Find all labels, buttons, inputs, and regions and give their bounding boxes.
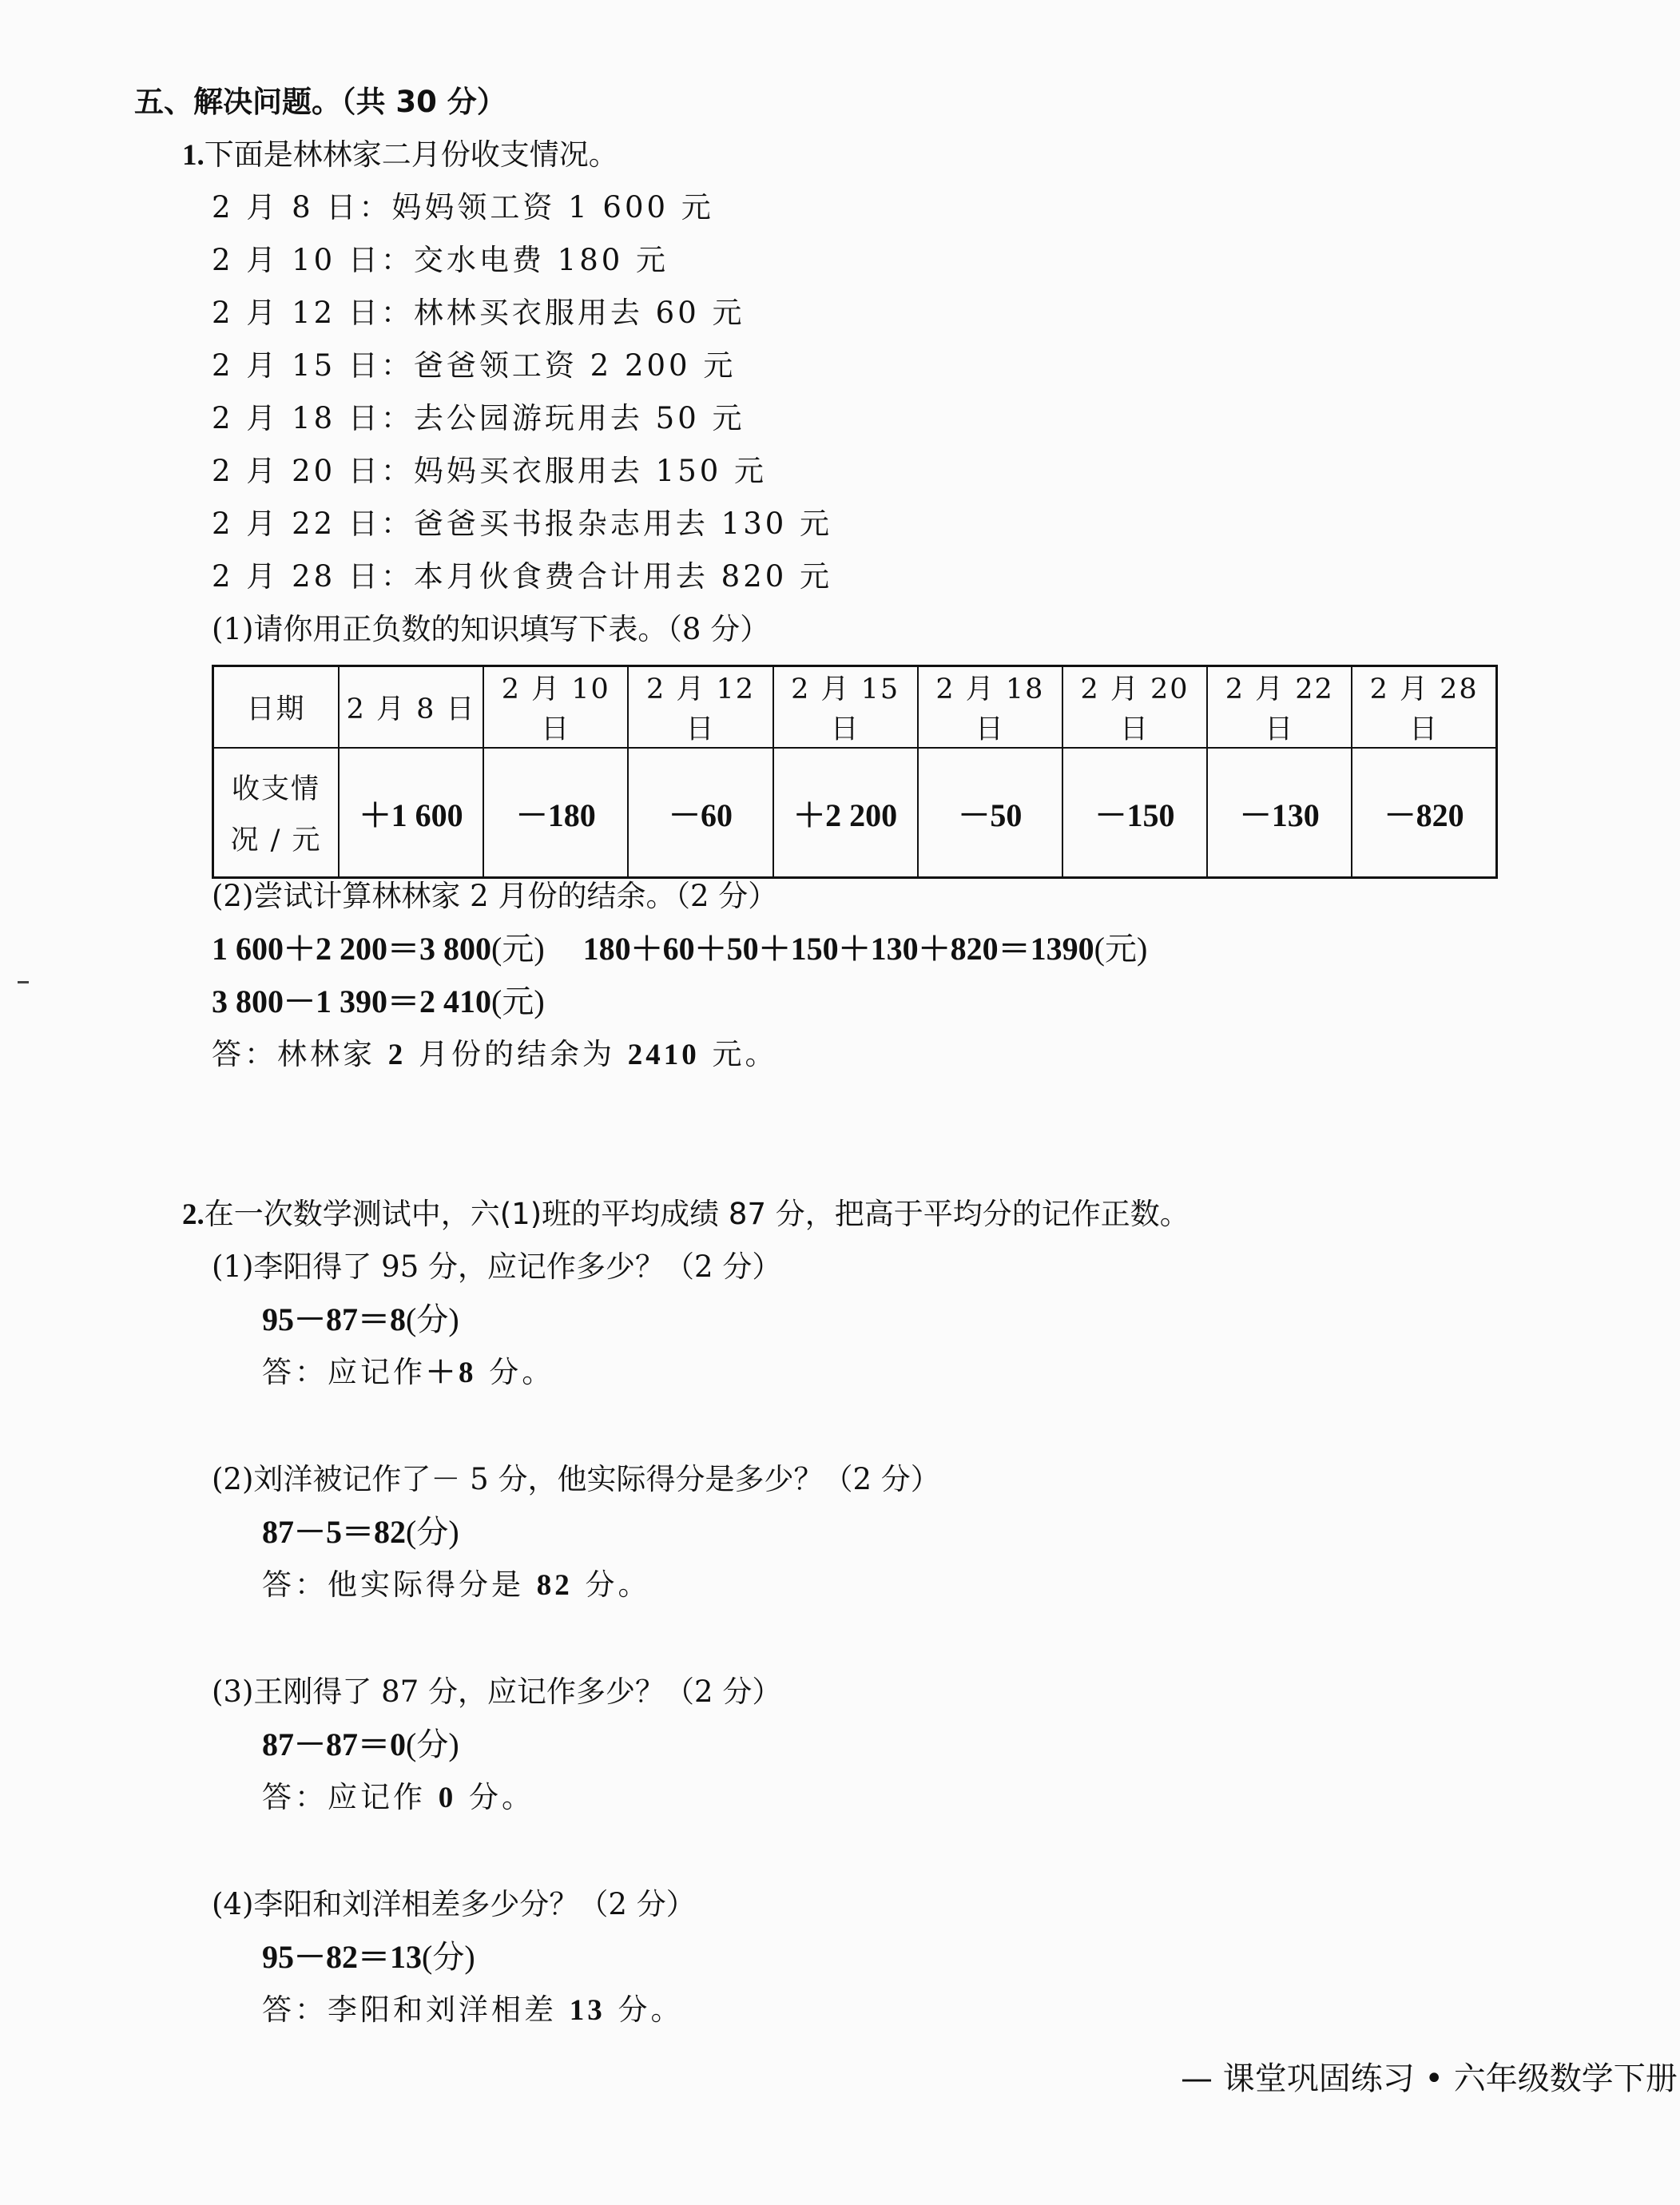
record-line: 2 月 22 日：爸爸买书报杂志用去 130 元	[212, 507, 833, 541]
calculation: 95－82＝13	[262, 1939, 422, 1975]
answer-text: 答：应记作	[262, 1780, 439, 1814]
calculation: 1 600＋2 200＝3 800	[212, 931, 491, 967]
calculation-line	[212, 930, 1147, 968]
value-header	[213, 748, 340, 878]
question-1	[182, 136, 618, 175]
answer-text: 分。	[605, 1992, 684, 2027]
margin-mark	[18, 981, 29, 983]
record-line: 2 月 18 日：去公园游玩用去 50 元	[212, 401, 745, 435]
sub-question-1: (1)请你用正负数的知识填写下表。（8 分）	[212, 612, 770, 646]
page-footer: — 课堂巩固练习 • 六年级数学下册	[1181, 2060, 1678, 2097]
question-number: 1.	[182, 139, 205, 172]
value-row	[213, 748, 1497, 878]
answer-value: 0	[438, 1782, 457, 1814]
value-cell: －150	[1062, 748, 1207, 878]
date-cell: 2 月 8 日	[339, 666, 483, 749]
date-cell: 2 月 12 日	[628, 666, 772, 749]
record-line: 2 月 28 日：本月伙食费合计用去 820 元	[212, 559, 833, 594]
record-line: 2 月 20 日：妈妈买衣服用去 150 元	[212, 454, 768, 488]
unit: (元)	[491, 983, 545, 1019]
record-line: 2 月 10 日：交水电费 180 元	[212, 243, 669, 277]
calculation: 3 800－1 390＝2 410	[212, 983, 491, 1019]
date-cell: 2 月 15 日	[773, 666, 918, 749]
calculation-line	[262, 1938, 475, 1977]
value-header-line: 收支情	[231, 773, 320, 805]
sub-question: (4)李阳和刘洋相差多少分？（2 分）	[212, 1887, 696, 1921]
sub-question: (3)王刚得了 87 分，应记作多少？（2 分）	[212, 1675, 782, 1709]
answer-value: ＋8	[426, 1357, 477, 1389]
date-row	[213, 666, 1497, 749]
date-cell: 2 月 20 日	[1062, 666, 1207, 749]
record-line: 2 月 15 日：爸爸领工资 2 200 元	[212, 348, 737, 383]
answer-line	[262, 1566, 651, 1605]
question-number: 2.	[182, 1198, 205, 1231]
unit: (分)	[406, 1301, 459, 1337]
answer-value: 13	[569, 1994, 606, 2027]
unit: (分)	[406, 1726, 459, 1762]
question-2	[182, 1195, 1190, 1234]
question-text: 在一次数学测试中，六(1)班的平均成绩 87 分，把高于平均分的记作正数。	[204, 1197, 1190, 1231]
question-text: 下面是林林家二月份收支情况。	[204, 137, 618, 172]
calculation: 95－87＝8	[262, 1301, 406, 1337]
calculation: 87－87＝0	[262, 1726, 406, 1762]
date-cell: 2 月 10 日	[483, 666, 628, 749]
answer-text: 答：李阳和刘洋相差	[262, 1992, 570, 2027]
value-cell: －60	[628, 748, 772, 878]
answer-text: 答：他实际得分是	[262, 1567, 537, 1602]
date-cell: 2 月 28 日	[1352, 666, 1496, 749]
date-header: 日期	[213, 666, 340, 749]
answer-line	[212, 1035, 778, 1075]
answer-value: 2	[387, 1039, 407, 1071]
value-header-line: 况 / 元	[230, 824, 322, 856]
value-cell: ＋1 600	[339, 748, 483, 878]
calculation-line	[262, 1301, 459, 1339]
calculation: 180＋60＋50＋150＋130＋820＝1390	[582, 931, 1094, 967]
answer-text: 元。	[699, 1037, 778, 1071]
date-cell: 2 月 22 日	[1207, 666, 1352, 749]
value-cell: －50	[918, 748, 1062, 878]
record-line: 2 月 12 日：林林买衣服用去 60 元	[212, 296, 745, 330]
sub-question-2: (2)尝试计算林林家 2 月份的结余。（2 分）	[212, 879, 778, 913]
answer-text: 分。	[476, 1355, 555, 1389]
answer-text: 答：林林家	[212, 1037, 388, 1071]
value-cell: －130	[1207, 748, 1352, 878]
answer-value: 2410	[627, 1039, 700, 1071]
answer-text: 答：应记作	[262, 1355, 426, 1389]
value-cell: －820	[1352, 748, 1496, 878]
answer-text: 分。	[456, 1780, 535, 1814]
calculation-line	[262, 1726, 459, 1764]
section-title: 五、解决问题。（共 30 分）	[134, 85, 506, 119]
unit: (分)	[422, 1939, 475, 1975]
record-line: 2 月 8 日：妈妈领工资 1 600 元	[212, 190, 714, 224]
unit: (元)	[491, 931, 545, 967]
answer-value: 82	[536, 1569, 573, 1602]
answer-text: 分。	[572, 1567, 651, 1602]
unit: (元)	[1094, 931, 1148, 967]
answer-line	[262, 1353, 554, 1393]
sub-question: (2)刘洋被记作了－ 5 分，他实际得分是多少？（2 分）	[212, 1462, 940, 1496]
unit: (分)	[406, 1514, 459, 1550]
calculation: 87－5＝82	[262, 1514, 406, 1550]
sub-question: (1)李阳得了 95 分，应记作多少？（2 分）	[212, 1250, 782, 1284]
answer-line	[262, 1778, 534, 1818]
answer-text: 月份的结余为	[406, 1037, 628, 1071]
answer-line	[262, 1991, 684, 2030]
calculation-line	[212, 983, 545, 1021]
value-cell: ＋2 200	[773, 748, 918, 878]
calculation-line	[262, 1513, 459, 1551]
value-cell: －180	[483, 748, 628, 878]
income-expense-table	[212, 665, 1498, 879]
date-cell: 2 月 18 日	[918, 666, 1062, 749]
